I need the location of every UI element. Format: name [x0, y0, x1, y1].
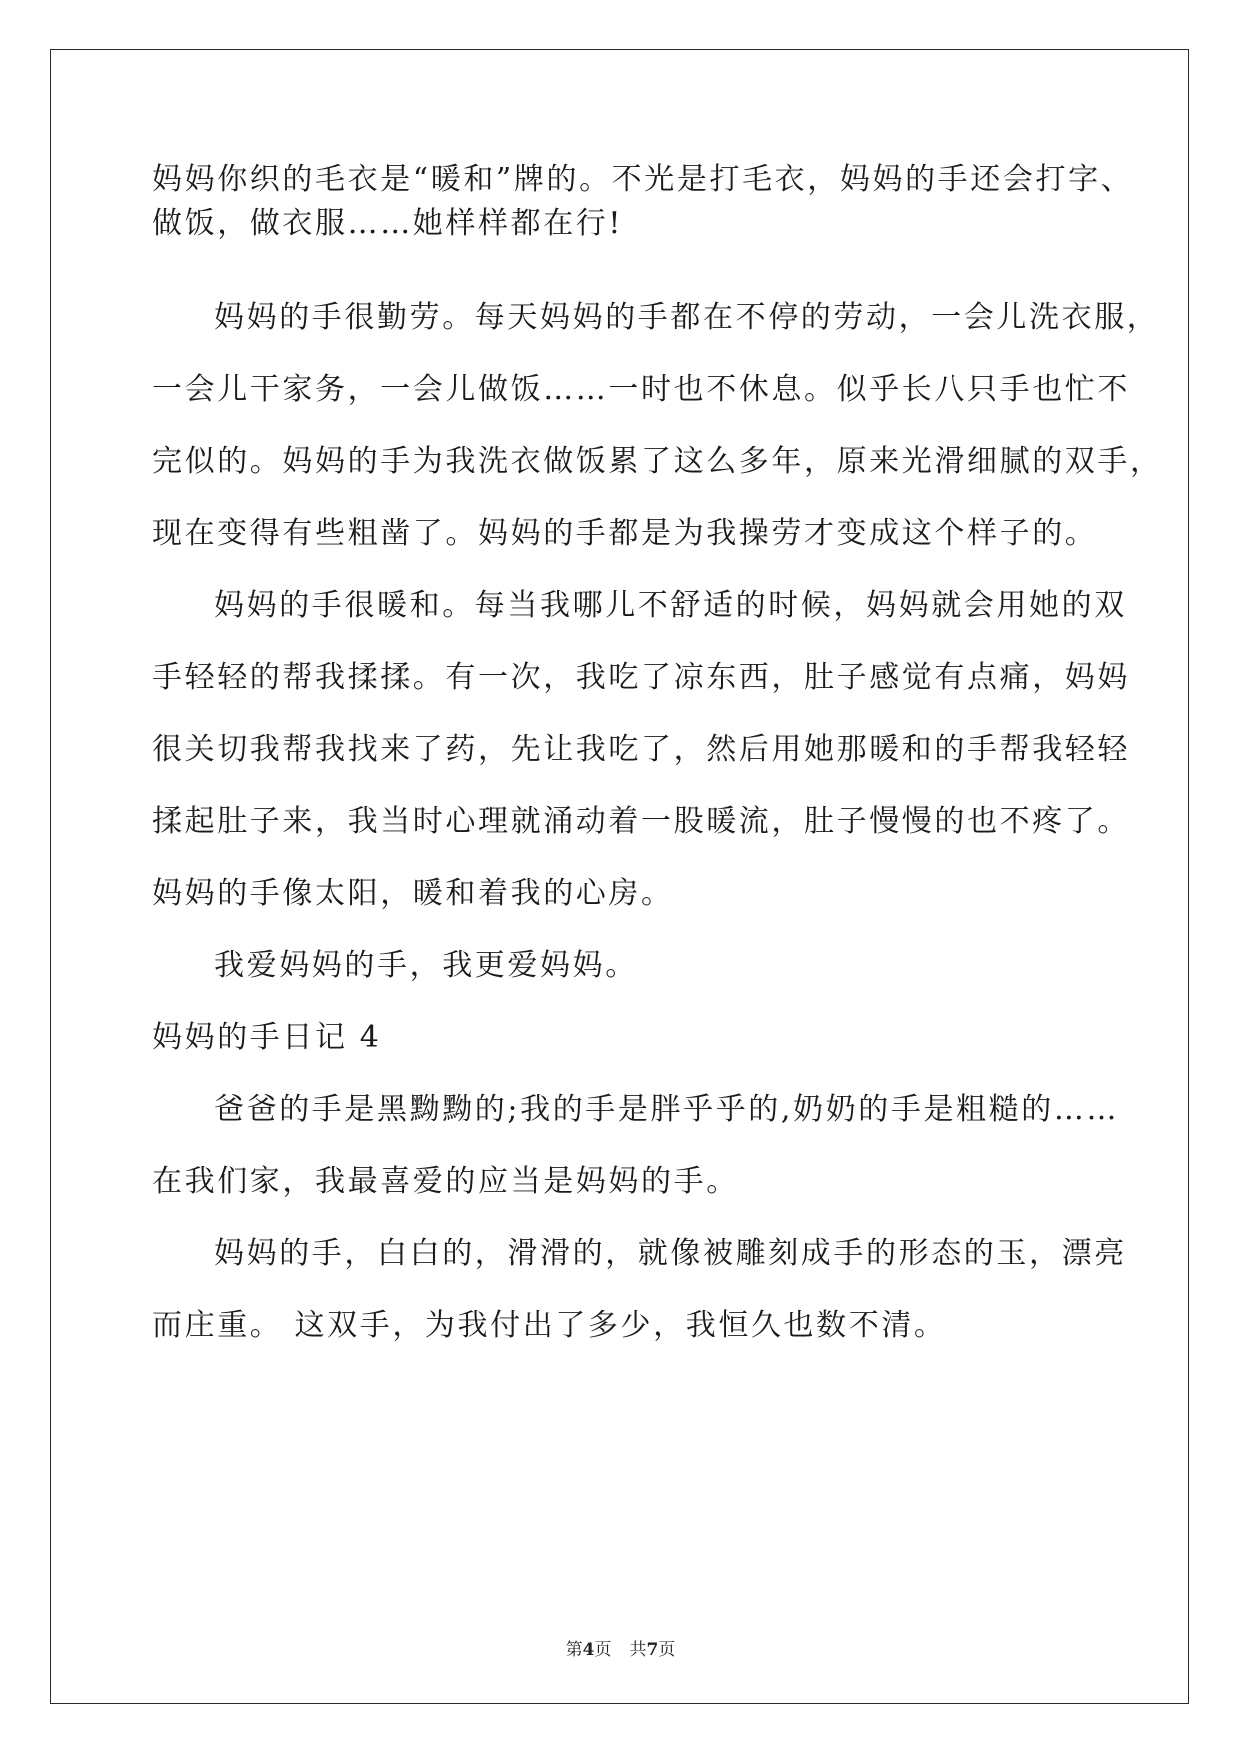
- total-pages-number: 7: [646, 1640, 659, 1660]
- paragraph-line: 爸爸的手是黑黝黝的;我的手是胖乎乎的,奶奶的手是粗糙的……: [214, 1092, 1120, 1127]
- paragraph-line: 很关切我帮我找来了药，先让我吃了，然后用她那暖和的手帮我轻轻: [152, 732, 1130, 767]
- paragraph-line: 手轻轻的帮我揉揉。有一次，我吃了凉东西，肚子感觉有点痛，妈妈: [152, 660, 1130, 695]
- paragraph-line: 妈妈的手很暖和。每当我哪儿不舒适的时候，妈妈就会用她的双: [214, 588, 1127, 623]
- paragraph-line: 完似的。妈妈的手为我洗衣做饭累了这么多年，原来光滑细腻的双手，: [152, 444, 1163, 479]
- total-label-prefix: 共: [629, 1640, 647, 1660]
- paragraph-line: 在我们家，我最喜爱的应当是妈妈的手。: [152, 1164, 739, 1199]
- paragraph-line: 我爱妈妈的手，我更爱妈妈。: [214, 948, 638, 983]
- paragraph-line: 妈妈你织的毛衣是“暖和”牌的。不光是打毛衣，妈妈的手还会打字、: [152, 162, 1134, 197]
- paragraph-line: 揉起肚子来，我当时心理就涌动着一股暖流，肚子慢慢的也不疼了。: [152, 804, 1130, 839]
- paragraph-line: 现在变得有些粗凿了。妈妈的手都是为我操劳才变成这个样子的。: [152, 516, 1098, 551]
- paragraph-line: 而庄重。 这双手，为我付出了多少，我恒久也数不清。: [152, 1308, 947, 1343]
- section-heading: 妈妈的手日记 4: [152, 1020, 382, 1055]
- paragraph-line: 妈妈的手像太阳，暖和着我的心房。: [152, 876, 674, 911]
- page-footer: [0, 1638, 1241, 1662]
- paragraph-line: 妈妈的手，白白的，滑滑的，就像被雕刻成手的形态的玉，漂亮: [214, 1236, 1127, 1271]
- paragraph-line: 做饭，做衣服……她样样都在行!: [152, 206, 624, 241]
- total-label-suffix: 页: [658, 1640, 676, 1660]
- paragraph-line: 妈妈的手很勤劳。每天妈妈的手都在不停的劳动，一会儿洗衣服，: [214, 300, 1160, 335]
- page-label-prefix: 第: [565, 1640, 583, 1660]
- current-page-number: 4: [582, 1640, 595, 1660]
- page-label-suffix: 页: [594, 1640, 612, 1660]
- paragraph-line: 一会儿干家务，一会儿做饭……一时也不休息。似乎长八只手也忙不: [152, 372, 1130, 407]
